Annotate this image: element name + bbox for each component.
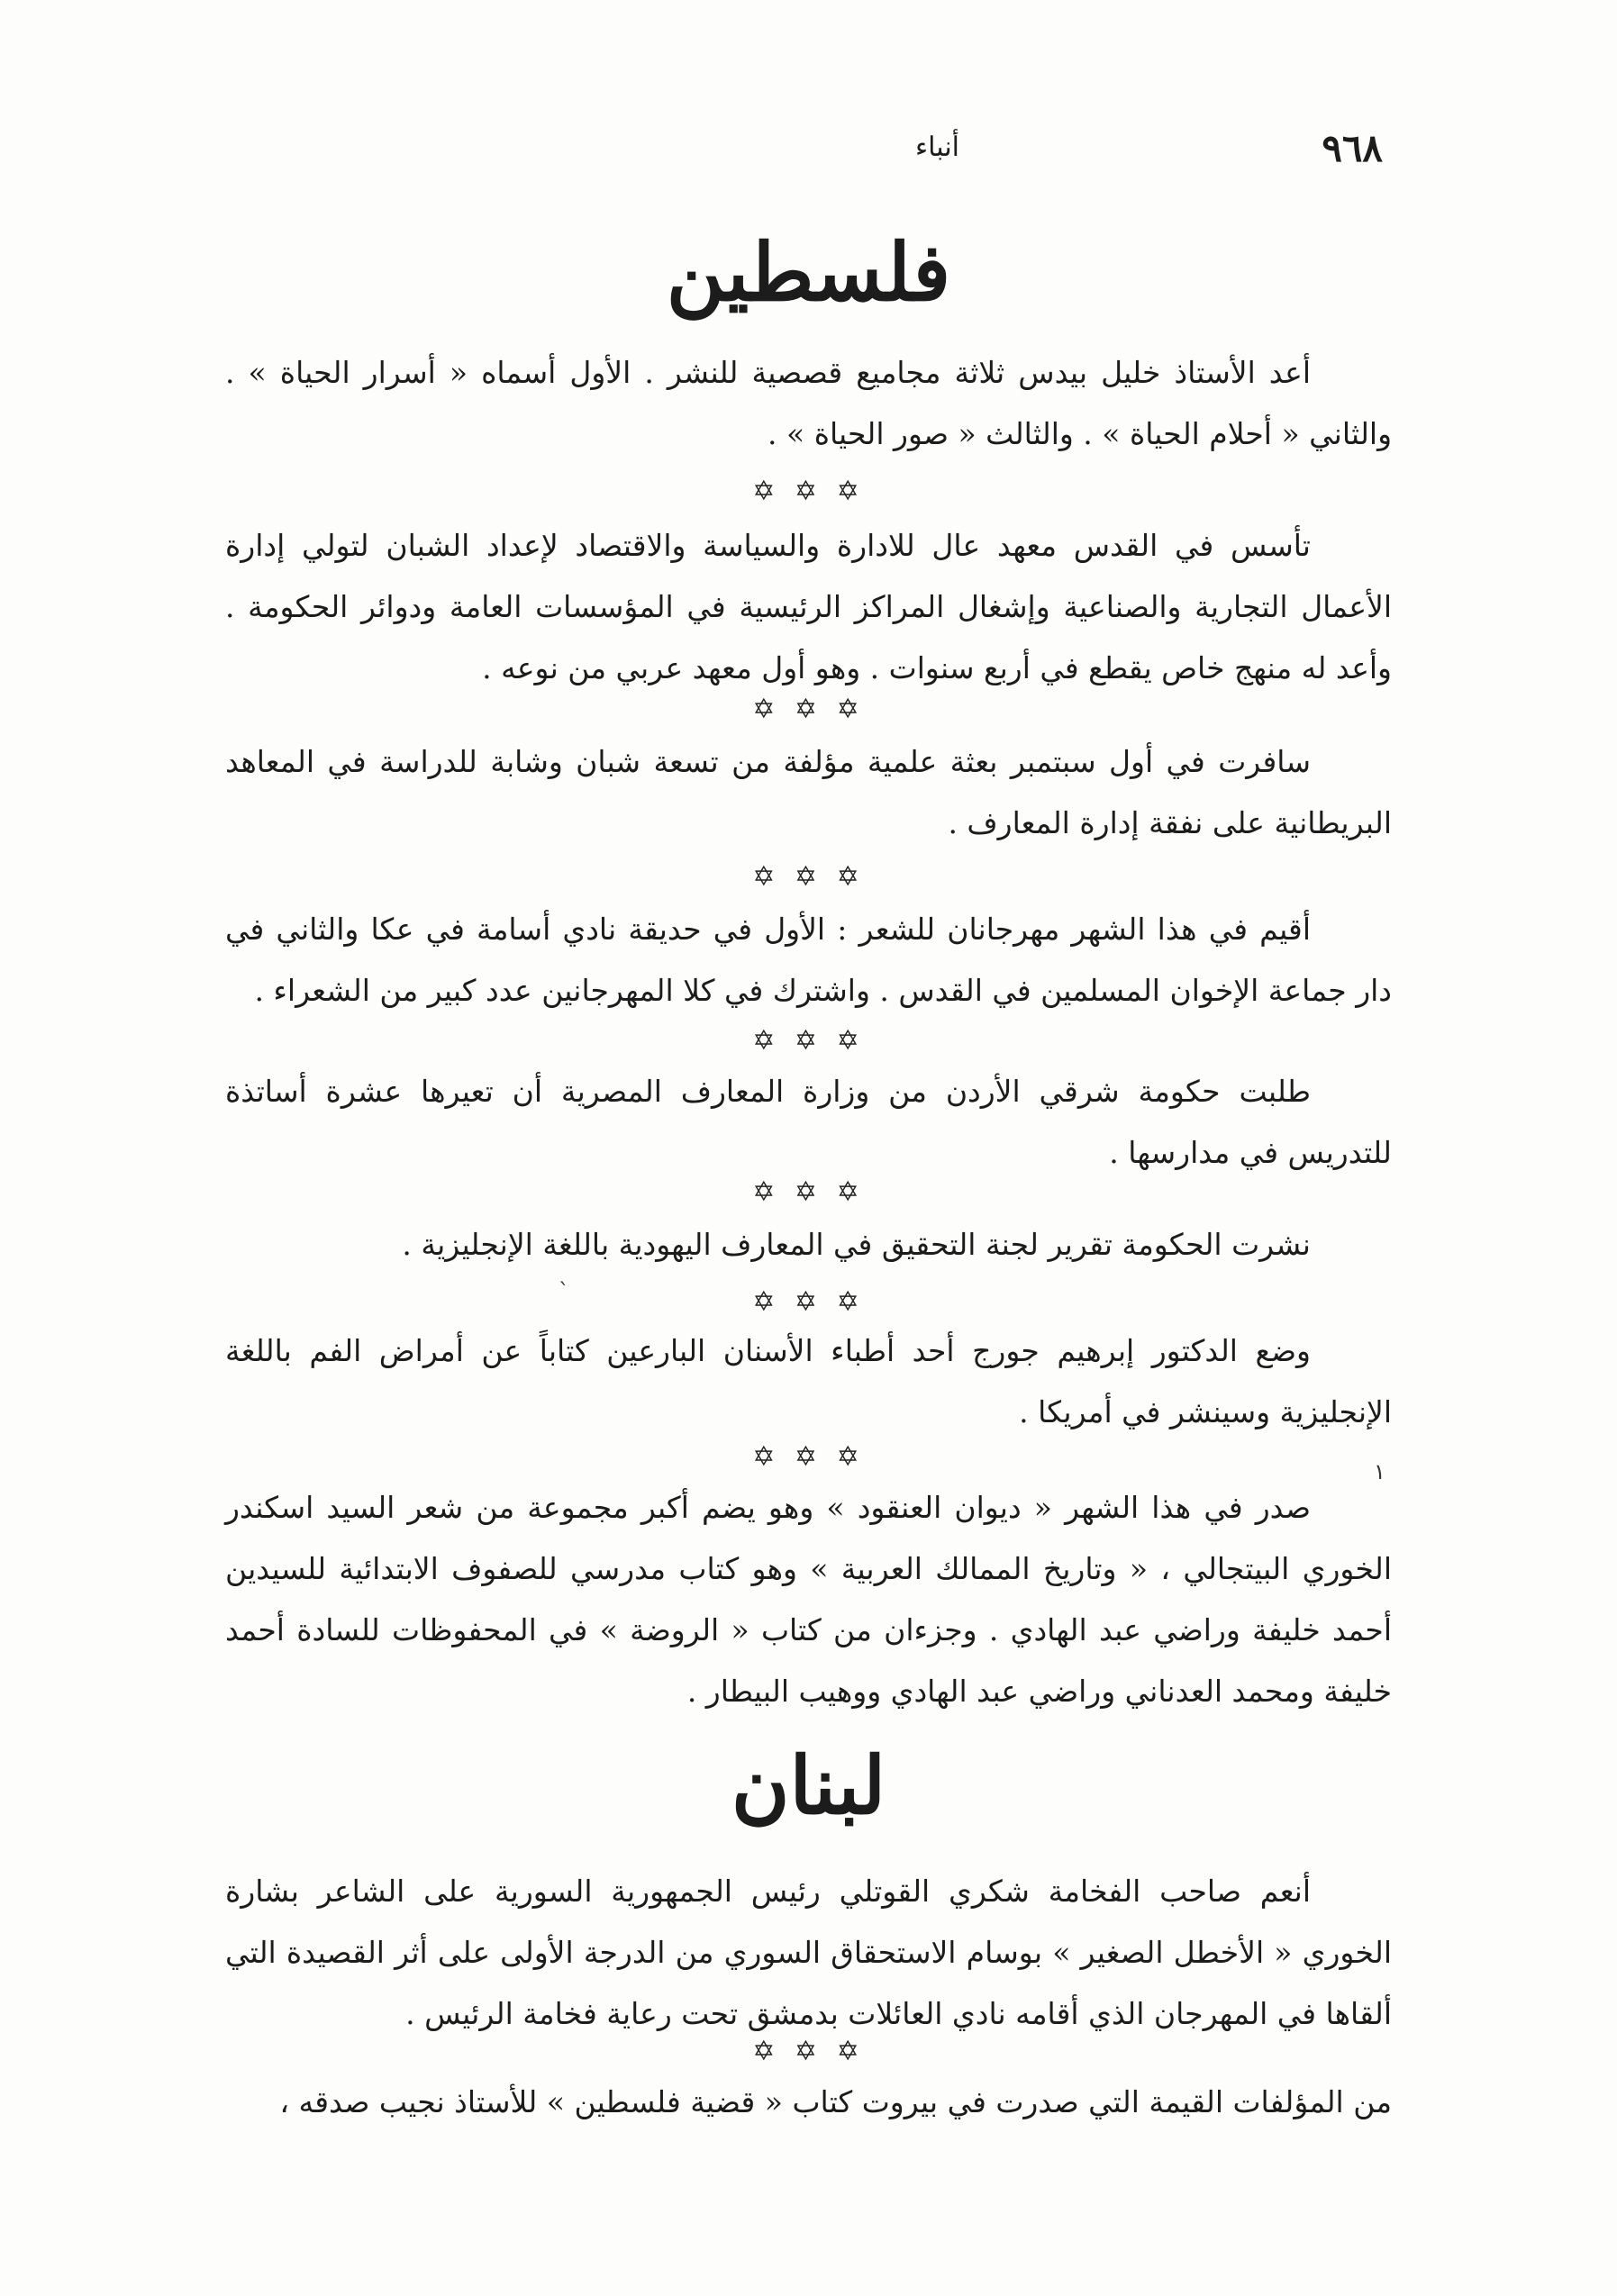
star-separator: ✡ ✡ ✡ — [752, 1441, 865, 1473]
stray-ink-mark: ١ — [1374, 1459, 1385, 1484]
section-title-lebanon: لبنان — [731, 1738, 886, 1832]
news-item: سافرت في أول سبتمبر بعثة علمية مؤلفة من تسعة شبان وشابة للدراسة في المعاهد البريطانية على نفقة إدارة المعارف . — [225, 744, 1392, 840]
news-item: من المؤلفات القيمة التي صدرت في بيروت كتاب « قضية فلسطين » للأستاذ نجيب صدقه ، — [279, 2084, 1392, 2119]
star-separator: ✡ ✡ ✡ — [752, 694, 865, 725]
page-number: ٩٦٨ — [1322, 126, 1383, 170]
news-item: أعد الأستاذ خليل بيدس ثلاثة مجاميع قصصية للنشر . الأول أسماه « أسرار الحياة » . والثاني « أحلام الحياة » . والثالث « صور الحياة » . — [225, 355, 1392, 451]
news-item: طلبت حكومة شرقي الأردن من وزارة المعارف المصرية أن تعيرها عشرة أساتذة للتدريس في مدارسها . — [225, 1074, 1392, 1170]
news-item: تأسس في القدس معهد عال للادارة والسياسة والاقتصاد لإعداد الشبان لتولي إدارة الأعمال التجارية والصناعية وإشغال المراكز الرئيسية في المؤسسات العامة ودوائر الحكومة . وأعد له منهج خاص يقطع في أربع سنوات . وهو أول معهد عربي من نوعه . — [225, 528, 1392, 685]
star-separator: ✡ ✡ ✡ — [752, 476, 865, 507]
section-title-palestine: فلسطين — [666, 225, 951, 319]
news-item: أقيم في هذا الشهر مهرجانان للشعر : الأول في حديقة نادي أسامة في عكا والثاني في دار جماعة الإخوان المسلمين في القدس . واشترك في كلا المهرجانين عدد كبير من الشعراء . — [225, 912, 1392, 1008]
star-separator: ✡ ✡ ✡ — [752, 2036, 865, 2067]
news-item: أنعم صاحب الفخامة شكري القوتلي رئيس الجمهورية السورية على الشاعر بشارة الخوري « الأخطل الصغير » بوسام الاستحقاق السوري من الدرجة الأولى على أثر القصيدة التي ألقاها في المهرجان الذي أقامه نادي العائلات بدمشق تحت رعاية فخامة الرئيس . — [225, 1874, 1392, 2031]
news-item: نشرت الحكومة تقرير لجنة التحقيق في المعارف اليهودية باللغة الإنجليزية . — [402, 1227, 1311, 1262]
star-separator: ✡ ✡ ✡ — [752, 861, 865, 893]
news-item: صدر في هذا الشهر « ديوان العنقود » وهو يضم أكبر مجموعة من شعر السيد اسكندر الخوري البيتجالي ، « وتاريخ الممالك العربية » وهو كتاب مدرسي للصفوف الابتدائية للسيدين أحمد خليفة وراضي عبد الهادي . وجزءان من كتاب « الروضة » في المحفوظات للسادة أحمد خليفة ومحمد العدناني وراضي عبد الهادي ووهيب البيطار . — [225, 1490, 1392, 1709]
running-head-title: أنباء — [915, 132, 959, 163]
running-head — [198, 126, 1383, 180]
star-separator: ✡ ✡ ✡ — [752, 1286, 865, 1318]
news-item: وضع الدكتور إبرهيم جورج أحد أطباء الأسنان البارعين كتاباً عن أمراض الفم باللغة الإنجليزية وسينشر في أمريكا . — [225, 1333, 1392, 1429]
star-separator: ✡ ✡ ✡ — [752, 1025, 865, 1057]
stray-ink-mark: ` — [559, 1279, 569, 1304]
star-separator: ✡ ✡ ✡ — [752, 1176, 865, 1208]
